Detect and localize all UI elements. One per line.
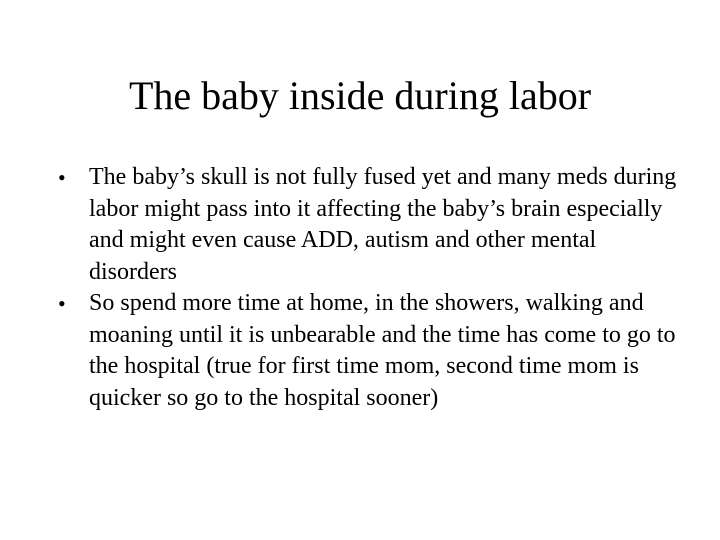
bullet-text-skull: The baby’s skull is not fully fused yet and many meds during labor might pass into it affecting the baby’s brain especially and might even cause ADD, autism and other mental disorders [89, 164, 677, 285]
bullet-list [58, 162, 678, 414]
bullet-glyph: • [58, 165, 66, 190]
bullet-item-skull [58, 162, 678, 288]
bullet-item-home [58, 288, 678, 414]
slide-title: The baby inside during labor [128, 73, 592, 118]
bullet-text-home: So spend more time at home, in the showers, walking and moaning until it is unbearable and the time has come to go to the hospital (true for first time mom, second time mom is quicker so go to the hospital sooner) [89, 290, 676, 411]
bullet-glyph: • [58, 291, 66, 316]
